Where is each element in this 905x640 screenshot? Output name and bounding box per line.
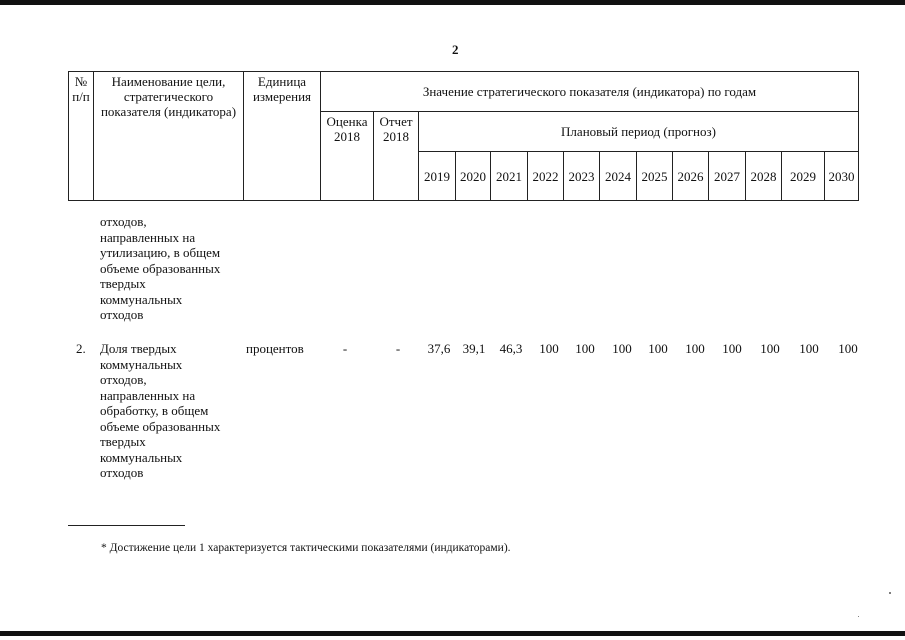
year-2027: 2027 bbox=[709, 152, 746, 201]
row2-value-2019: 37,6 bbox=[427, 341, 451, 356]
scan-speck bbox=[858, 616, 859, 617]
row2-unit: процентов bbox=[246, 341, 304, 356]
year-2024: 2024 bbox=[600, 152, 637, 201]
row2-estimate: - bbox=[342, 341, 348, 356]
header-plan: Плановый период (прогноз) bbox=[419, 112, 859, 152]
row2-value-2023: 100 bbox=[575, 341, 595, 356]
row2-num: 2. bbox=[76, 341, 86, 356]
year-2029: 2029 bbox=[782, 152, 825, 201]
row2-value-2021: 46,3 bbox=[499, 341, 523, 356]
row2-value-2020: 39,1 bbox=[462, 341, 486, 356]
year-2021: 2021 bbox=[491, 152, 528, 201]
year-2022: 2022 bbox=[528, 152, 564, 201]
row2-value-2028: 100 bbox=[760, 341, 780, 356]
footnote-divider bbox=[68, 525, 185, 526]
header-unit: Единица измерения bbox=[244, 72, 321, 201]
year-2030: 2030 bbox=[825, 152, 859, 201]
page-number: 2 bbox=[452, 42, 459, 57]
row2-name: Доля твердых коммунальных отходов, направленных на обработку, в общем объеме образованных твердых коммунальных отходов bbox=[100, 341, 221, 480]
header-report: Отчет 2018 bbox=[374, 112, 419, 201]
row2-value-2026: 100 bbox=[685, 341, 705, 356]
row2-value-2027: 100 bbox=[722, 341, 742, 356]
scan-speck bbox=[889, 592, 891, 594]
continued-row-name: отходов, направленных на утилизацию, в общем объеме образованных твердых коммунальных отходов bbox=[100, 214, 221, 322]
indicator-table-header bbox=[68, 71, 859, 201]
year-2019: 2019 bbox=[419, 152, 456, 201]
row2-value-2022: 100 bbox=[539, 341, 559, 356]
header-name: Наименование цели, стратегического показателя (индикатора) bbox=[94, 72, 244, 201]
header-num: № п/п bbox=[69, 72, 94, 201]
header-estimate: Оценка 2018 bbox=[321, 112, 374, 201]
year-2025: 2025 bbox=[637, 152, 673, 201]
row2-value-2025: 100 bbox=[648, 341, 668, 356]
row2-value-2030: 100 bbox=[838, 341, 858, 356]
year-2026: 2026 bbox=[673, 152, 709, 201]
scan-top-edge bbox=[0, 0, 905, 5]
scan-bottom-edge bbox=[0, 631, 905, 636]
year-2023: 2023 bbox=[564, 152, 600, 201]
year-2020: 2020 bbox=[456, 152, 491, 201]
row2-report: - bbox=[395, 341, 401, 356]
footnote: * Достижение цели 1 характеризуется тактическими показателями (индикаторами). bbox=[101, 542, 511, 554]
row2-value-2024: 100 bbox=[612, 341, 632, 356]
header-values: Значение стратегического показателя (индикатора) по годам bbox=[321, 72, 859, 112]
year-2028: 2028 bbox=[746, 152, 782, 201]
row2-value-2029: 100 bbox=[799, 341, 819, 356]
